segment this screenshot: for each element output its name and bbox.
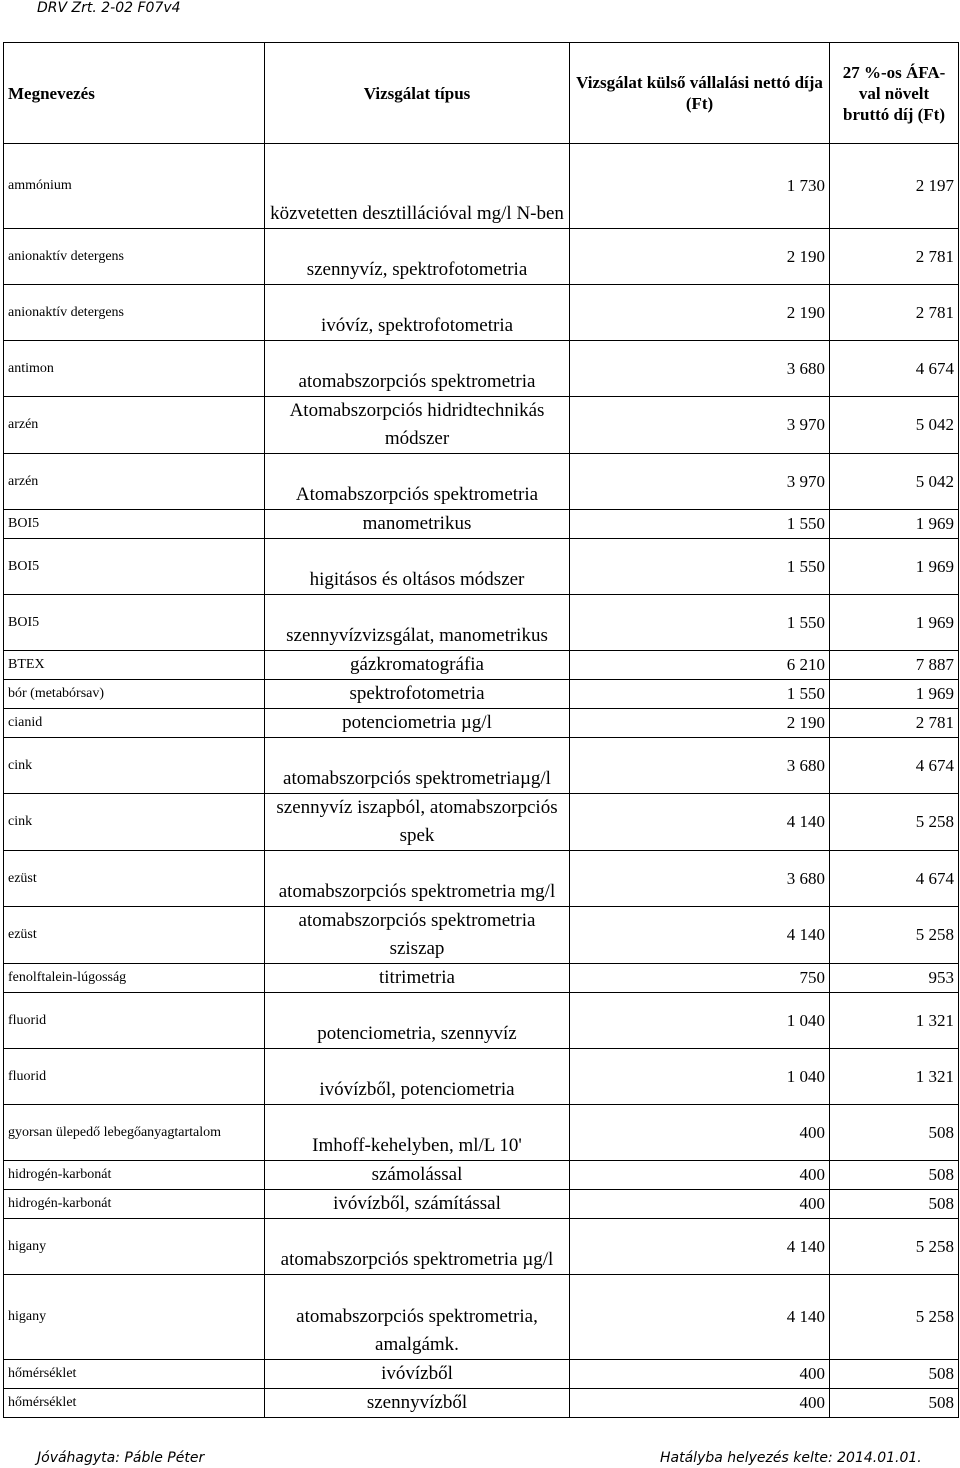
cell-gross-fee: 5 042 [830, 454, 959, 510]
cell-name: hőmérséklet [4, 1360, 265, 1389]
cell-name: BOI5 [4, 510, 265, 539]
cell-type: közvetetten desztillációval mg/l N-ben [265, 144, 570, 229]
cell-net-fee: 3 680 [570, 851, 830, 907]
column-header-gross-fee: 27 %-os ÁFA-val növelt bruttó díj (Ft) [830, 43, 959, 144]
cell-net-fee: 400 [570, 1389, 830, 1418]
cell-net-fee: 1 730 [570, 144, 830, 229]
cell-net-fee: 1 550 [570, 510, 830, 539]
cell-net-fee: 750 [570, 964, 830, 993]
cell-net-fee: 4 140 [570, 1219, 830, 1275]
cell-gross-fee: 1 321 [830, 993, 959, 1049]
cell-gross-fee: 508 [830, 1105, 959, 1161]
table-row [4, 1161, 959, 1190]
table-row [4, 1360, 959, 1389]
cell-name: ammónium [4, 144, 265, 229]
cell-gross-fee: 2 781 [830, 709, 959, 738]
header-row [4, 43, 959, 144]
cell-gross-fee: 2 197 [830, 144, 959, 229]
cell-net-fee: 2 190 [570, 709, 830, 738]
cell-name: ezüst [4, 851, 265, 907]
cell-type: szennyvíz, spektrofotometria [265, 229, 570, 285]
table-row [4, 229, 959, 285]
cell-net-fee: 400 [570, 1105, 830, 1161]
table-row [4, 680, 959, 709]
cell-gross-fee: 4 674 [830, 851, 959, 907]
cell-name: hidrogén-karbonát [4, 1190, 265, 1219]
table-row [4, 510, 959, 539]
cell-name: antimon [4, 341, 265, 397]
cell-type: Atomabszorpciós spektrometria [265, 454, 570, 510]
cell-net-fee: 4 140 [570, 1275, 830, 1360]
document-code: DRV Zrt. 2-02 F07v4 [37, 0, 181, 16]
table-row [4, 1275, 959, 1360]
table-row [4, 738, 959, 794]
cell-gross-fee: 2 781 [830, 285, 959, 341]
cell-type: Atomabszorpciós hidridtechnikás módszer [265, 397, 570, 454]
cell-gross-fee: 5 258 [830, 1219, 959, 1275]
cell-gross-fee: 1 969 [830, 595, 959, 651]
cell-gross-fee: 5 258 [830, 794, 959, 851]
cell-type: ivóvízből, számítással [265, 1190, 570, 1219]
table-row [4, 285, 959, 341]
cell-net-fee: 1 550 [570, 680, 830, 709]
cell-name: fluorid [4, 1049, 265, 1105]
cell-name: fluorid [4, 993, 265, 1049]
table-row [4, 1190, 959, 1219]
cell-gross-fee: 1 969 [830, 539, 959, 595]
cell-gross-fee: 508 [830, 1389, 959, 1418]
cell-type: potenciometria, szennyvíz [265, 993, 570, 1049]
cell-net-fee: 3 680 [570, 738, 830, 794]
table-row [4, 1105, 959, 1161]
cell-net-fee: 4 140 [570, 794, 830, 851]
cell-type: spektrofotometria [265, 680, 570, 709]
cell-type: atomabszorpciós spektrometria [265, 341, 570, 397]
cell-gross-fee: 4 674 [830, 341, 959, 397]
table-row [4, 907, 959, 964]
table-row [4, 341, 959, 397]
cell-gross-fee: 5 258 [830, 1275, 959, 1360]
cell-type: atomabszorpciós spektrometriaµg/l [265, 738, 570, 794]
cell-type: szennyvíz iszapból, atomabszorpciós spek [265, 794, 570, 851]
cell-type: szennyvízvizsgálat, manometrikus [265, 595, 570, 651]
table-row [4, 964, 959, 993]
cell-gross-fee: 1 969 [830, 680, 959, 709]
cell-gross-fee: 7 887 [830, 651, 959, 680]
cell-gross-fee: 508 [830, 1190, 959, 1219]
cell-net-fee: 1 040 [570, 1049, 830, 1105]
cell-name: anionaktív detergens [4, 229, 265, 285]
cell-name: ezüst [4, 907, 265, 964]
cell-type: titrimetria [265, 964, 570, 993]
cell-net-fee: 1 040 [570, 993, 830, 1049]
cell-net-fee: 2 190 [570, 229, 830, 285]
approved-by: Jóváhagyta: Páble Péter [37, 1450, 205, 1466]
cell-gross-fee: 1 321 [830, 1049, 959, 1105]
cell-gross-fee: 2 781 [830, 229, 959, 285]
cell-name: arzén [4, 454, 265, 510]
cell-type: atomabszorpciós spektrometria, amalgámk. [265, 1275, 570, 1360]
effective-date: Hatályba helyezés kelte: 2014.01.01. [660, 1450, 922, 1466]
cell-gross-fee: 4 674 [830, 738, 959, 794]
cell-name: higany [4, 1275, 265, 1360]
table-row [4, 851, 959, 907]
cell-net-fee: 1 550 [570, 539, 830, 595]
cell-name: hidrogén-karbonát [4, 1161, 265, 1190]
cell-gross-fee: 5 258 [830, 907, 959, 964]
cell-name: higany [4, 1219, 265, 1275]
cell-net-fee: 3 680 [570, 341, 830, 397]
cell-net-fee: 400 [570, 1161, 830, 1190]
cell-name: cink [4, 738, 265, 794]
table-row [4, 1219, 959, 1275]
cell-net-fee: 400 [570, 1360, 830, 1389]
cell-net-fee: 3 970 [570, 397, 830, 454]
cell-type: szennyvízből [265, 1389, 570, 1418]
table-row [4, 454, 959, 510]
cell-name: gyorsan ülepedő lebegőanyagtartalom [4, 1105, 265, 1161]
cell-name: bór (metabórsav) [4, 680, 265, 709]
cell-type: higitásos és oltásos módszer [265, 539, 570, 595]
table-row [4, 144, 959, 229]
cell-type: ivóvízből [265, 1360, 570, 1389]
cell-net-fee: 1 550 [570, 595, 830, 651]
cell-gross-fee: 953 [830, 964, 959, 993]
cell-name: BOI5 [4, 595, 265, 651]
table-row [4, 993, 959, 1049]
cell-type: ivóvíz, spektrofotometria [265, 285, 570, 341]
table-row [4, 1049, 959, 1105]
cell-name: anionaktív detergens [4, 285, 265, 341]
cell-type: atomabszorpciós spektrometria sziszap [265, 907, 570, 964]
column-header-name: Megnevezés [4, 43, 265, 144]
table-row [4, 709, 959, 738]
table-row [4, 1389, 959, 1418]
column-header-net-fee: Vizsgálat külső vállalási nettó díja (Ft) [570, 43, 830, 144]
cell-name: fenolftalein-lúgosság [4, 964, 265, 993]
table-row [4, 651, 959, 680]
table-row [4, 595, 959, 651]
cell-name: BTEX [4, 651, 265, 680]
cell-net-fee: 2 190 [570, 285, 830, 341]
column-header-type: Vizsgálat típus [265, 43, 570, 144]
cell-name: cink [4, 794, 265, 851]
table-row [4, 539, 959, 595]
table-row [4, 794, 959, 851]
table-body [4, 144, 959, 1418]
cell-net-fee: 6 210 [570, 651, 830, 680]
cell-type: atomabszorpciós spektrometria mg/l [265, 851, 570, 907]
cell-net-fee: 400 [570, 1190, 830, 1219]
cell-net-fee: 3 970 [570, 454, 830, 510]
cell-type: atomabszorpciós spektrometria µg/l [265, 1219, 570, 1275]
cell-gross-fee: 508 [830, 1360, 959, 1389]
cell-gross-fee: 1 969 [830, 510, 959, 539]
cell-type: potenciometria µg/l [265, 709, 570, 738]
cell-type: manometrikus [265, 510, 570, 539]
table-row [4, 397, 959, 454]
cell-name: BOI5 [4, 539, 265, 595]
cell-gross-fee: 508 [830, 1161, 959, 1190]
cell-type: Imhoff-kehelyben, ml/L 10' [265, 1105, 570, 1161]
cell-type: számolással [265, 1161, 570, 1190]
cell-net-fee: 4 140 [570, 907, 830, 964]
cell-name: cianid [4, 709, 265, 738]
cell-name: arzén [4, 397, 265, 454]
cell-gross-fee: 5 042 [830, 397, 959, 454]
cell-type: gázkromatográfia [265, 651, 570, 680]
cell-name: hőmérséklet [4, 1389, 265, 1418]
cell-type: ivóvízből, potenciometria [265, 1049, 570, 1105]
price-table [3, 42, 959, 1418]
